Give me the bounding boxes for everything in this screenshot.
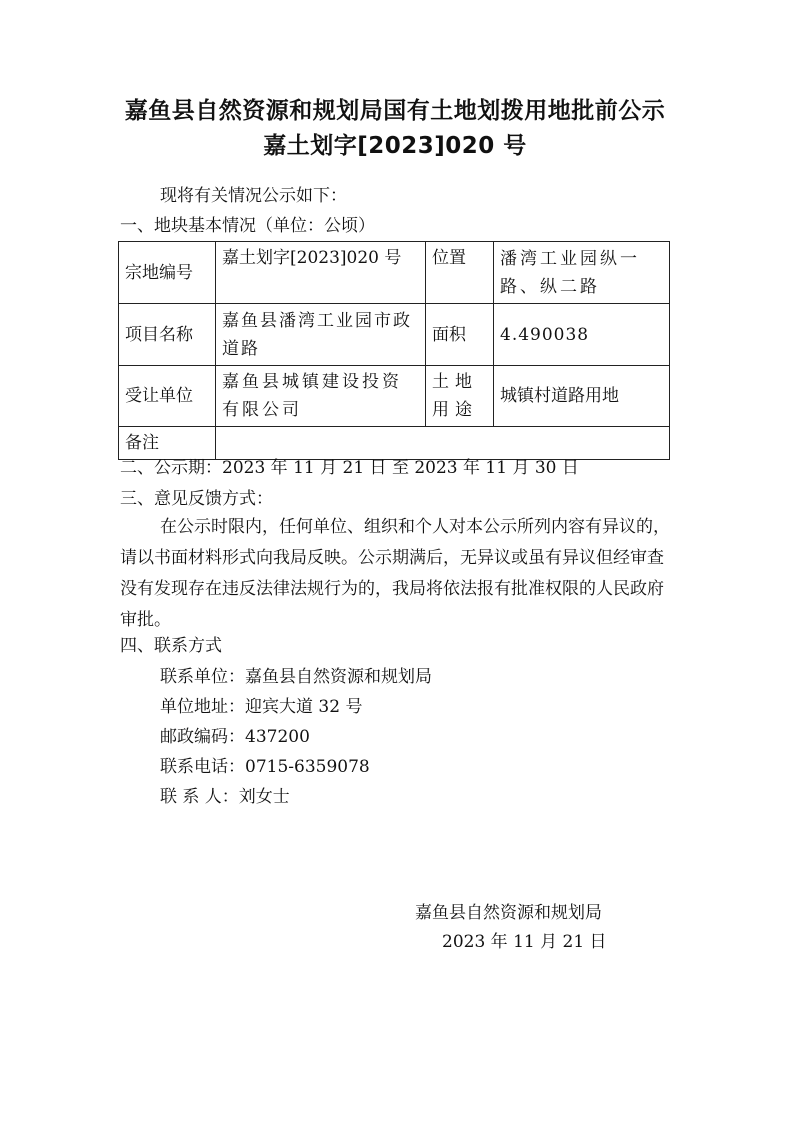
signature-org: 嘉鱼县自然资源和规划局 xyxy=(415,903,602,923)
value-project-name: 嘉鱼县潘湾工业园市政道路 xyxy=(216,304,426,366)
table-row xyxy=(119,427,670,460)
label-parcel-number: 宗地编号 xyxy=(119,242,216,304)
intro-text: 现将有关情况公示如下： xyxy=(160,186,347,206)
label-area: 面积 xyxy=(426,304,494,366)
signature-date: 2023 年 11 月 21 日 xyxy=(442,932,607,952)
table-row xyxy=(119,366,670,427)
notice-title: 嘉鱼县自然资源和规划局国有土地划拨用地批前公示 xyxy=(124,98,666,124)
value-parcel-number: 嘉土划字[2023]020 号 xyxy=(216,242,426,304)
feedback-text: 在公示时限内，任何单位、组织和个人对本公示所列内容有异议的，请以书面材料形式向我局反映。公示期满后，无异议或虽有异议但经审查没有发现存在违反法律法规行为的，我局将依法报有批准权限的人民政府审批。 xyxy=(120,517,670,630)
contact-unit: 联系单位：嘉鱼县自然资源和规划局 xyxy=(160,667,432,687)
section3-heading: 三、意见反馈方式： xyxy=(120,489,273,509)
land-info-table xyxy=(118,241,670,460)
label-project-name: 项目名称 xyxy=(119,304,216,366)
value-transferee: 嘉鱼县城镇建设投资有限公司 xyxy=(216,366,426,427)
contact-phone: 联系电话：0715-6359078 xyxy=(160,757,370,777)
section1-heading: 一、地块基本情况（单位：公顷） xyxy=(120,216,375,236)
label-location: 位置 xyxy=(426,242,494,304)
value-land-use: 城镇村道路用地 xyxy=(494,366,670,427)
table-row xyxy=(119,304,670,366)
label-land-use: 土地用途 xyxy=(426,366,494,427)
label-transferee: 受让单位 xyxy=(119,366,216,427)
publicity-period: 二、公示期：2023 年 11 月 21 日 至 2023 年 11 月 30 日 xyxy=(120,458,579,478)
table-row xyxy=(119,242,670,304)
feedback-paragraph xyxy=(120,512,670,636)
section4-heading: 四、联系方式 xyxy=(120,636,222,656)
notice-number: 嘉土划字[2023]020 号 xyxy=(263,133,527,159)
contact-postcode: 邮政编码：437200 xyxy=(160,727,310,747)
contact-person: 联 系 人：刘女士 xyxy=(160,787,290,807)
value-area: 4.490038 xyxy=(494,304,670,366)
contact-address: 单位地址：迎宾大道 32 号 xyxy=(160,697,363,717)
label-remarks: 备注 xyxy=(119,427,216,460)
value-remarks xyxy=(216,427,670,460)
value-location: 潘湾工业园纵一路、纵二路 xyxy=(494,242,670,304)
